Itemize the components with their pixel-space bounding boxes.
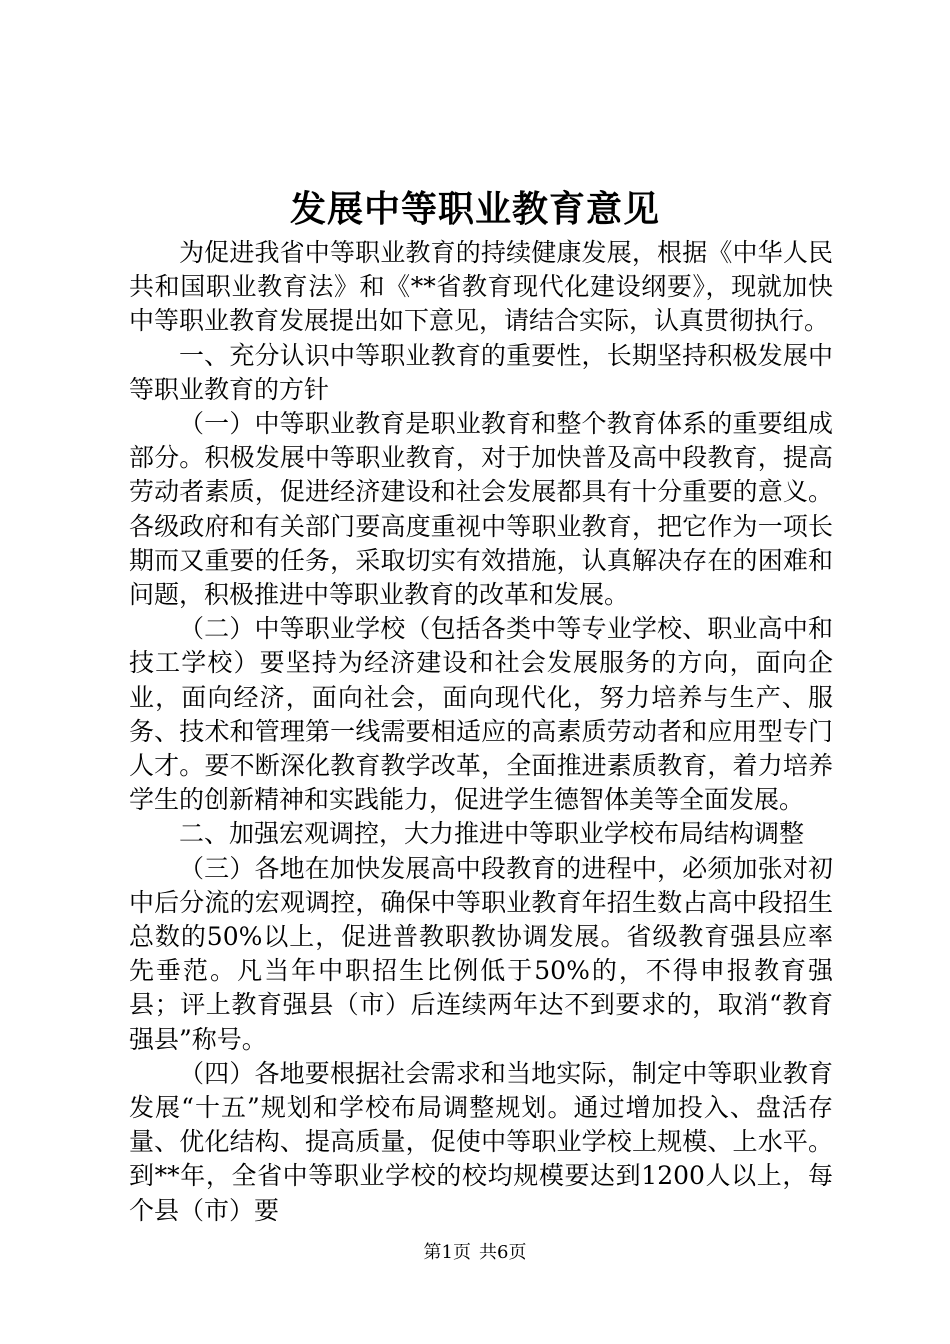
page-number: 第1页 <box>423 1242 471 1263</box>
paragraph-item-2: （二）中等职业学校（包括各类中等专业学校、职业高中和技工学校）要坚持为经济建设和社会发展服务的方向，面向企业，面向经济，面向社会，面向现代化，努力培养与生产、服务、技术和管理第一线需要相适应的高素质劳动者和应用型专门人才。要不断深化教育教学改革，全面推进素质教育，着力培养学生的创新精神和实践能力，促进学生德智体美等全面发展。 <box>129 614 833 815</box>
paragraph-item-3: （三）各地在加快发展高中段教育的进程中，必须加张对初中后分流的宏观调控，确保中等职业教育年招生数占高中段招生总数的50%以上，促进普教职教协调发展。省级教育强县应率先垂范。凡当年中职招生比例低于50%的，不得申报教育强县；评上教育强县（市）后连续两年达不到要求的，取消“教育强县”称号。 <box>129 853 833 1054</box>
paragraph-item-4: （四）各地要根据社会需求和当地实际，制定中等职业教育发展“十五”规划和学校布局调整规划。通过增加投入、盘活存量、优化结构、提高质量，促使中等职业学校上规模、上水平。到**年，全省中等职业学校的校均规模要达到1200人以上，每个县（市）要 <box>129 1058 833 1225</box>
page-footer <box>0 1241 950 1265</box>
section-heading-2: 二、加强宏观调控，大力推进中等职业学校布局结构调整 <box>179 819 805 849</box>
paragraph-item-1: （一）中等职业教育是职业教育和整个教育体系的重要组成部分。积极发展中等职业教育，对于加快普及高中段教育，提高劳动者素质，促进经济建设和社会发展都具有十分重要的意义。各级政府和有关部门要高度重视中等职业教育，把它作为一项长期而又重要的任务，采取切实有效措施，认真解决存在的困难和问题，积极推进中等职业教育的改革和发展。 <box>129 409 833 610</box>
document-title: 发展中等职业教育意见 <box>289 188 660 230</box>
paragraph-intro: 为促进我省中等职业教育的持续健康发展，根据《中华人民共和国职业教育法》和《**省教育现代化建设纲要》，现就加快中等职业教育发展提出如下意见，请结合实际，认真贯彻执行。 <box>129 238 833 336</box>
document-body <box>129 236 833 1228</box>
page-total: 共6页 <box>479 1242 527 1263</box>
section-heading-1: 一、充分认识中等职业教育的重要性，长期坚持积极发展中等职业教育的方针 <box>129 340 833 404</box>
